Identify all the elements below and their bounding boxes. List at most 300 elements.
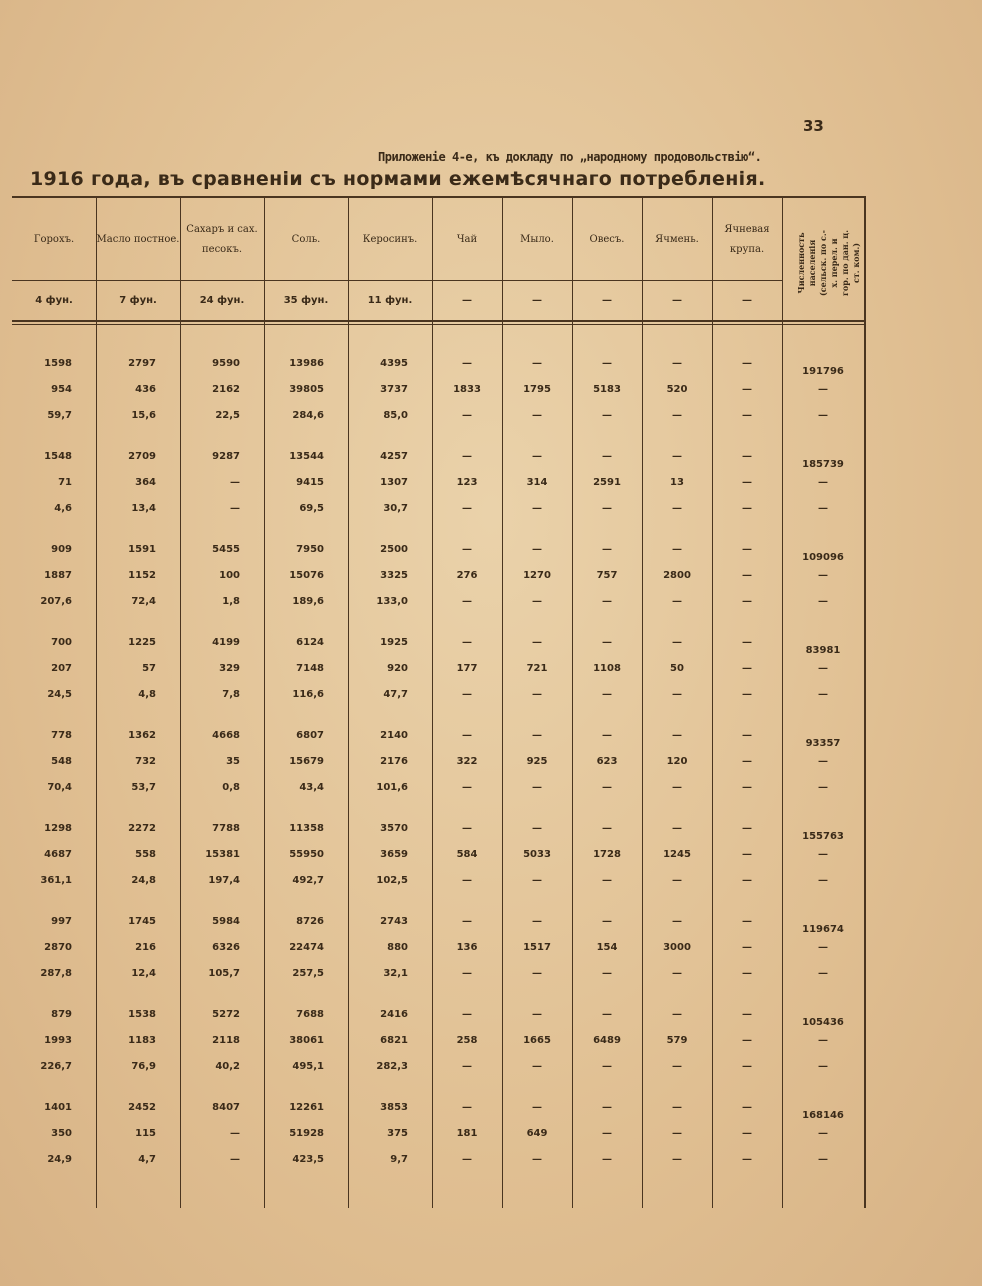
table-cell: 2709 — [128, 451, 156, 462]
table-cell: 920 — [387, 663, 408, 674]
table-cell: 8407 — [212, 1102, 240, 1113]
table-cell: 76,9 — [131, 1061, 156, 1072]
population-cell: 155763 — [802, 831, 844, 842]
population-cell: — — [818, 968, 828, 979]
table-cell: 258 — [456, 1035, 478, 1046]
table-cell: 22,5 — [215, 410, 240, 421]
table-cell: — — [672, 1061, 682, 1072]
header-population: Численность населенія (сельск. по с.-х. перел. и гор. по дан. ц. ст. ком.) — [796, 230, 861, 297]
table-cell: 1728 — [593, 849, 621, 860]
table-cell: — — [602, 1102, 612, 1113]
table-cell: 154 — [596, 942, 618, 953]
table-cell: — — [602, 1061, 612, 1072]
table-cell: 43,4 — [299, 782, 324, 793]
table-cell: 55950 — [289, 849, 324, 860]
population-cell: — — [818, 503, 828, 514]
table-cell: — — [742, 916, 752, 927]
table-cell: 101,6 — [376, 782, 408, 793]
population-cell: — — [818, 1035, 828, 1046]
table-cell: 4,6 — [54, 503, 72, 514]
table-cell: 57 — [142, 663, 156, 674]
column-rule — [864, 196, 866, 1208]
table-cell: 1,8 — [222, 596, 240, 607]
table-cell: — — [602, 689, 612, 700]
table-cell: 584 — [456, 849, 478, 860]
table-cell: 1183 — [128, 1035, 156, 1046]
table-cell: 13986 — [289, 358, 324, 369]
table-cell: 12,4 — [131, 968, 156, 979]
table-cell: — — [742, 756, 752, 767]
norm-cell: 24 фун. — [199, 295, 245, 306]
table-cell: 40,2 — [215, 1061, 240, 1072]
table-cell: 6821 — [380, 1035, 408, 1046]
table-cell: — — [742, 730, 752, 741]
table-cell: — — [672, 503, 682, 514]
table-cell: — — [462, 1154, 472, 1165]
table-cell: 197,4 — [208, 875, 240, 886]
table-cell: 24,9 — [47, 1154, 72, 1165]
table-cell: — — [532, 1154, 542, 1165]
table-cell: — — [462, 451, 472, 462]
population-cell: 185739 — [802, 459, 844, 470]
column-header: Ячмень. — [655, 234, 699, 245]
table-cell: — — [230, 1154, 240, 1165]
table-cell: 9415 — [296, 477, 324, 488]
table-cell: — — [602, 782, 612, 793]
norm-cell: — — [742, 295, 752, 306]
norm-cell: 11 фун. — [367, 295, 413, 306]
table-cell: — — [602, 1009, 612, 1020]
table-cell: 721 — [526, 663, 548, 674]
table-cell: 207,6 — [40, 596, 72, 607]
table-cell: 925 — [526, 756, 548, 767]
table-cell: 71 — [58, 477, 72, 488]
table-top-rule — [12, 196, 864, 198]
table-cell: — — [742, 570, 752, 581]
table-cell: 757 — [596, 570, 618, 581]
column-header: Керосинъ. — [362, 234, 418, 245]
population-cell: — — [818, 689, 828, 700]
table-cell: 207 — [51, 663, 72, 674]
table-cell: 24,8 — [131, 875, 156, 886]
table-cell: 15076 — [289, 570, 324, 581]
table-cell: 226,7 — [40, 1061, 72, 1072]
population-cell: — — [818, 596, 828, 607]
column-header: Масло постное. — [96, 234, 180, 245]
population-cell: — — [818, 875, 828, 886]
population-cell: — — [818, 570, 828, 581]
table-cell: 102,5 — [376, 875, 408, 886]
table-cell: 116,6 — [292, 689, 324, 700]
table-cell: 276 — [456, 570, 478, 581]
table-cell: 1362 — [128, 730, 156, 741]
table-cell: 70,4 — [47, 782, 72, 793]
norm-cell: — — [462, 295, 472, 306]
norm-cell: 7 фун. — [119, 295, 157, 306]
table-cell: 3570 — [380, 823, 408, 834]
table-cell: 7788 — [212, 823, 240, 834]
table-cell: 1598 — [44, 358, 72, 369]
table-cell: — — [532, 1102, 542, 1113]
table-cell: 1298 — [44, 823, 72, 834]
table-cell: — — [672, 596, 682, 607]
table-cell: — — [742, 1154, 752, 1165]
table-cell: — — [672, 544, 682, 555]
population-cell: 119674 — [802, 924, 844, 935]
table-cell: 6124 — [296, 637, 324, 648]
page-number: 33 — [803, 117, 824, 135]
table-cell: — — [602, 637, 612, 648]
table-cell: 1517 — [523, 942, 551, 953]
table-cell: 1245 — [663, 849, 691, 860]
table-cell: — — [532, 875, 542, 886]
table-cell: 105,7 — [208, 968, 240, 979]
table-cell: 361,1 — [40, 875, 72, 886]
table-cell: — — [742, 1035, 752, 1046]
population-cell: — — [818, 663, 828, 674]
table-cell: 6326 — [212, 942, 240, 953]
table-cell: — — [742, 503, 752, 514]
table-cell: 423,5 — [292, 1154, 324, 1165]
table-cell: 954 — [51, 384, 72, 395]
table-cell: 15381 — [205, 849, 240, 860]
table-cell: 4,8 — [138, 689, 156, 700]
table-cell: 4687 — [44, 849, 72, 860]
table-cell: — — [602, 968, 612, 979]
table-cell: — — [230, 503, 240, 514]
table-cell: 4668 — [212, 730, 240, 741]
table-cell: 7148 — [296, 663, 324, 674]
table-cell: 9287 — [212, 451, 240, 462]
table-cell: — — [462, 875, 472, 886]
table-cell: 53,7 — [131, 782, 156, 793]
population-cell: — — [818, 410, 828, 421]
table-cell: 38061 — [289, 1035, 324, 1046]
table-cell: 2272 — [128, 823, 156, 834]
table-cell: 2870 — [44, 942, 72, 953]
table-cell: 1993 — [44, 1035, 72, 1046]
table-cell: 2800 — [663, 570, 691, 581]
table-cell: — — [742, 689, 752, 700]
table-cell: — — [672, 637, 682, 648]
table-cell: 282,3 — [376, 1061, 408, 1072]
table-cell: 1307 — [380, 477, 408, 488]
table-cell: — — [742, 1128, 752, 1139]
table-cell: — — [462, 1102, 472, 1113]
table-cell: 2176 — [380, 756, 408, 767]
column-header: Мыло. — [520, 234, 554, 245]
table-cell: 7688 — [296, 1009, 324, 1020]
table-cell: — — [672, 1102, 682, 1113]
table-cell: — — [532, 823, 542, 834]
table-cell: 579 — [666, 1035, 688, 1046]
table-cell: 3659 — [380, 849, 408, 860]
table-cell: 7,8 — [222, 689, 240, 700]
population-cell: — — [818, 782, 828, 793]
table-cell: 181 — [456, 1128, 478, 1139]
table-cell: — — [462, 782, 472, 793]
table-cell: — — [602, 410, 612, 421]
population-cell: 83981 — [805, 645, 841, 656]
table-cell: — — [672, 1128, 682, 1139]
table-cell: 2162 — [212, 384, 240, 395]
population-cell: 105436 — [802, 1017, 844, 1028]
table-cell: 35 — [226, 756, 240, 767]
table-cell: 136 — [456, 942, 478, 953]
table-cell: 9590 — [212, 358, 240, 369]
table-cell: 623 — [596, 756, 618, 767]
table-cell: 30,7 — [383, 503, 408, 514]
column-header: Соль. — [291, 234, 321, 245]
table-cell: — — [672, 1154, 682, 1165]
table-cell: 436 — [135, 384, 156, 395]
table-cell: 177 — [456, 663, 478, 674]
table-cell: — — [462, 596, 472, 607]
table-cell: 3853 — [380, 1102, 408, 1113]
table-cell: 284,6 — [292, 410, 324, 421]
table-cell: — — [672, 968, 682, 979]
norm-cell: — — [532, 295, 542, 306]
population-cell: 93357 — [805, 738, 841, 749]
table-cell: — — [462, 916, 472, 927]
table-cell: — — [602, 358, 612, 369]
column-header: Овесъ. — [589, 234, 625, 245]
table-cell: — — [602, 823, 612, 834]
table-cell: — — [532, 1061, 542, 1072]
table-cell: — — [672, 451, 682, 462]
table-cell: — — [532, 782, 542, 793]
table-cell: 322 — [456, 756, 478, 767]
table-cell: 5272 — [212, 1009, 240, 1020]
table-cell: — — [602, 544, 612, 555]
table-cell: 375 — [387, 1128, 408, 1139]
table-cell: — — [742, 782, 752, 793]
table-cell: — — [602, 1154, 612, 1165]
norm-cell: — — [602, 295, 612, 306]
table-cell: — — [672, 1009, 682, 1020]
table-cell: 11358 — [289, 823, 324, 834]
table-cell: — — [462, 689, 472, 700]
table-cell: — — [742, 544, 752, 555]
table-cell: — — [532, 544, 542, 555]
table-cell: — — [742, 663, 752, 674]
table-cell: 1925 — [380, 637, 408, 648]
appendix-note: Приложенiе 4-е, къ докладу по „народному продовольствiю“. — [378, 150, 762, 164]
table-cell: — — [742, 1009, 752, 1020]
table-cell: — — [672, 730, 682, 741]
table-cell: 13 — [670, 477, 684, 488]
table-cell: — — [532, 1009, 542, 1020]
table-cell: — — [230, 1128, 240, 1139]
table-cell: 115 — [135, 1128, 156, 1139]
population-cell: — — [818, 849, 828, 860]
table-cell: 8726 — [296, 916, 324, 927]
population-cell: 168146 — [802, 1110, 844, 1121]
table-cell: 15,6 — [131, 410, 156, 421]
table-cell: 1152 — [128, 570, 156, 581]
population-cell: 109096 — [802, 552, 844, 563]
table-cell: 2500 — [380, 544, 408, 555]
table-cell: 364 — [135, 477, 156, 488]
table-cell: — — [742, 875, 752, 886]
table-cell: 120 — [666, 756, 688, 767]
table-cell: — — [742, 1102, 752, 1113]
table-cell: 6489 — [593, 1035, 621, 1046]
column-header: Чай — [456, 234, 478, 245]
population-cell: — — [818, 756, 828, 767]
table-cell: — — [462, 410, 472, 421]
table-cell: 13544 — [289, 451, 324, 462]
norms-rule-double — [12, 324, 864, 325]
table-cell: — — [672, 689, 682, 700]
table-cell: — — [532, 358, 542, 369]
table-cell: 732 — [135, 756, 156, 767]
norm-cell: 35 фун. — [283, 295, 329, 306]
table-cell: — — [742, 637, 752, 648]
table-cell: — — [672, 823, 682, 834]
table-cell: 6807 — [296, 730, 324, 741]
table-cell: 649 — [526, 1128, 548, 1139]
table-cell: 4,7 — [138, 1154, 156, 1165]
norm-cell: — — [672, 295, 682, 306]
table-cell: — — [462, 1061, 472, 1072]
table-cell: — — [462, 1009, 472, 1020]
table-cell: 100 — [219, 570, 240, 581]
table-cell: 5984 — [212, 916, 240, 927]
table-cell: 257,5 — [292, 968, 324, 979]
table-cell: 909 — [51, 544, 72, 555]
table-cell: 1591 — [128, 544, 156, 555]
population-cell: — — [818, 1154, 828, 1165]
table-cell: 39805 — [289, 384, 324, 395]
table-cell: 24,5 — [47, 689, 72, 700]
population-cell: 191796 — [802, 366, 844, 377]
table-cell: 329 — [219, 663, 240, 674]
table-cell: — — [602, 596, 612, 607]
table-cell: — — [532, 689, 542, 700]
table-cell: — — [532, 596, 542, 607]
table-cell: — — [672, 358, 682, 369]
table-cell: 1833 — [453, 384, 481, 395]
table-cell: — — [672, 782, 682, 793]
table-cell: — — [742, 451, 752, 462]
table-cell: — — [462, 358, 472, 369]
table-cell: — — [602, 451, 612, 462]
table-cell: 2118 — [212, 1035, 240, 1046]
table-cell: — — [672, 875, 682, 886]
table-cell: 216 — [135, 942, 156, 953]
table-cell: — — [230, 477, 240, 488]
table-cell: — — [462, 730, 472, 741]
table-cell: — — [742, 410, 752, 421]
table-cell: 2797 — [128, 358, 156, 369]
table-cell: 3737 — [380, 384, 408, 395]
table-cell: 314 — [526, 477, 548, 488]
table-cell: — — [462, 823, 472, 834]
table-cell: 69,5 — [299, 503, 324, 514]
table-cell: — — [462, 637, 472, 648]
population-cell: — — [818, 942, 828, 953]
table-cell: 4257 — [380, 451, 408, 462]
table-cell: 32,1 — [383, 968, 408, 979]
table-cell: — — [532, 451, 542, 462]
table-cell: 123 — [456, 477, 478, 488]
table-cell: 7950 — [296, 544, 324, 555]
table-cell: — — [602, 916, 612, 927]
table-cell: 558 — [135, 849, 156, 860]
table-cell: 5455 — [212, 544, 240, 555]
table-cell: 4395 — [380, 358, 408, 369]
table-cell: 5033 — [523, 849, 551, 860]
table-cell: — — [462, 544, 472, 555]
table-cell: 189,6 — [292, 596, 324, 607]
table-cell: 15679 — [289, 756, 324, 767]
table-cell: — — [742, 849, 752, 860]
table-cell: — — [742, 942, 752, 953]
table-cell: 1270 — [523, 570, 551, 581]
table-cell: 1225 — [128, 637, 156, 648]
table-cell: 1745 — [128, 916, 156, 927]
table-cell: — — [672, 916, 682, 927]
column-header: Горохъ. — [33, 234, 75, 245]
table-cell: — — [532, 410, 542, 421]
table-cell: — — [742, 823, 752, 834]
table-cell: 51928 — [289, 1128, 324, 1139]
table-cell: — — [672, 410, 682, 421]
table-cell: 2591 — [593, 477, 621, 488]
table-cell: 59,7 — [47, 410, 72, 421]
table-cell: — — [462, 968, 472, 979]
table-cell: — — [532, 637, 542, 648]
table-cell: 12261 — [289, 1102, 324, 1113]
table-cell: 47,7 — [383, 689, 408, 700]
norms-rule — [12, 320, 864, 322]
table-cell: 72,4 — [131, 596, 156, 607]
table-cell: 495,1 — [292, 1061, 324, 1072]
table-cell: 2416 — [380, 1009, 408, 1020]
table-cell: — — [742, 477, 752, 488]
table-cell: 1401 — [44, 1102, 72, 1113]
table-cell: — — [742, 596, 752, 607]
column-header: Сахаръ и сах. песокъ. — [186, 224, 258, 255]
table-cell: 2452 — [128, 1102, 156, 1113]
table-cell: 1795 — [523, 384, 551, 395]
table-cell: 880 — [387, 942, 408, 953]
table-cell: — — [602, 503, 612, 514]
table-cell: 997 — [51, 916, 72, 927]
table-cell: — — [532, 916, 542, 927]
table-cell: 2140 — [380, 730, 408, 741]
table-cell: 4199 — [212, 637, 240, 648]
table-cell: 0,8 — [222, 782, 240, 793]
data-table — [12, 196, 864, 1208]
table-cell: 13,4 — [131, 503, 156, 514]
table-cell: 520 — [666, 384, 688, 395]
table-cell: 5183 — [593, 384, 621, 395]
table-cell: — — [742, 384, 752, 395]
population-cell: — — [818, 477, 828, 488]
table-cell: — — [532, 503, 542, 514]
table-cell: — — [462, 503, 472, 514]
table-cell: — — [602, 1128, 612, 1139]
table-cell: 1665 — [523, 1035, 551, 1046]
table-cell: — — [532, 730, 542, 741]
population-cell: — — [818, 1128, 828, 1139]
table-cell: 1538 — [128, 1009, 156, 1020]
table-cell: — — [742, 968, 752, 979]
header-rule — [12, 280, 782, 281]
table-cell: — — [532, 968, 542, 979]
